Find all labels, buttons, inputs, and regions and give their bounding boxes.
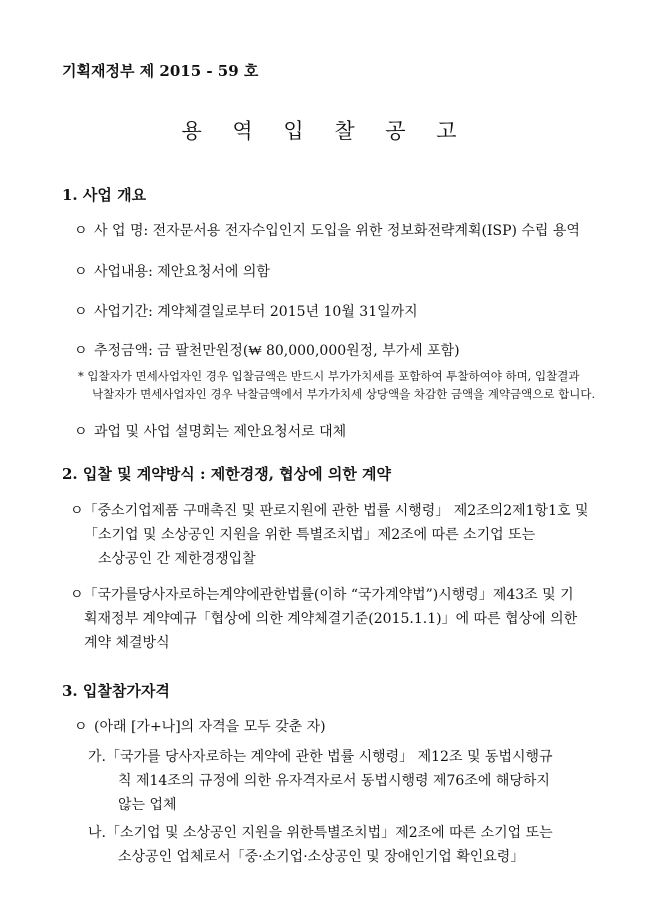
paragraph-line: 계약 체결방식 <box>84 635 170 651</box>
paragraph-line: 칙 제14조의 규정에 의한 유자격자로서 동법시행령 제76조에 해당하지 <box>118 773 550 789</box>
document-number: 기획재정부 제 2015 - 59 호 <box>62 62 259 80</box>
section3-heading: 3. 입찰참가자격 <box>62 682 170 700</box>
list-item: ㅇ 과업 및 사업 설명회는 제안요청서로 대체 <box>74 421 346 441</box>
section2-heading: 2. 입찰 및 계약방식 : 제한경쟁, 협상에 의한 계약 <box>62 465 392 483</box>
paragraph-line: 획재정부 계약예규「협상에 의한 계약체결기준(2015.1.1)」에 따른 협상에 의한 <box>84 611 578 627</box>
paragraph-line: 않는 업체 <box>118 797 177 813</box>
paragraph-line: 「소기업 및 소상공인 지원을 위한 특별조치법」제2조에 따른 소기업 또는 <box>84 527 536 543</box>
paragraph-line: 소상공인 간 제한경쟁입찰 <box>98 551 256 567</box>
list-item: ㅇ 사업기간: 계약체결일로부터 2015년 10월 31일까지 <box>74 301 418 321</box>
paragraph-line: 나.「소기업 및 소상공인 지원을 위한특별조치법」제2조에 따른 소기업 또는 <box>88 825 553 841</box>
bullet: ㅇ <box>74 424 88 440</box>
bullet: ㅇ <box>74 264 88 280</box>
page-title: 용 역 입 찰 공 고 <box>181 119 469 143</box>
bullet: ㅇ <box>74 719 88 735</box>
note-line: 낙찰자가 면세사업자인 경우 낙찰금액에서 부가가치세 상당액을 차감한 금액을 계약금액으로 합니다. <box>92 387 596 401</box>
paragraph-line: 가.「국가를 당사자로하는 계약에 관한 법률 시행령」 제12조 및 동법시행규 <box>88 749 553 765</box>
paragraph-line: ㅇ「중소기업제품 구매촉진 및 판로지원에 관한 법률 시행령」 제2조의2제1항1호 및 <box>70 503 589 519</box>
list-item: ㅇ 사 업 명: 전자문서용 전자수입인지 도입을 위한 정보화전략계획(ISP) 수립 용역 <box>74 220 580 240</box>
paragraph-line: ㅇ「국가를당사자로하는계약에관한법률(이하 “국가계약법”)시행령」제43조 및 기 <box>70 587 574 603</box>
list-item: ㅇ (아래 [가+나]의 자격을 모두 갖춘 자) <box>74 716 326 736</box>
bullet: ㅇ <box>74 343 88 359</box>
note-line: * 입찰자가 면세사업자인 경우 입찰금액은 반드시 부가가치세를 포함하여 투찰하여야 하며, 입찰결과 <box>78 369 580 383</box>
bullet: ㅇ <box>74 304 88 320</box>
list-item: ㅇ 추정금액: 금 팔천만원정(₩ 80,000,000원정, 부가세 포함) <box>74 340 460 360</box>
list-item: ㅇ 사업내용: 제안요청서에 의함 <box>74 261 270 281</box>
bullet: ㅇ <box>74 223 88 239</box>
section1-heading: 1. 사업 개요 <box>62 186 147 204</box>
paragraph-line: 소상공인 업체로서「중·소기업·소상공인 및 장애인기업 확인요령」 <box>118 849 525 865</box>
